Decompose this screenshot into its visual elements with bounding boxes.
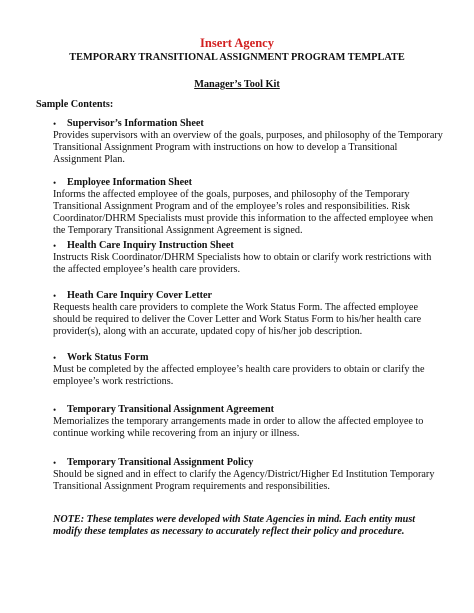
bullet-icon: • — [53, 405, 57, 415]
section-body: Provides supervisors with an overview of the goals, purposes, and philosophy of the Temporary Transitional Assignment Program with instructions on how to develop a Transitional Assignment Plan. — [53, 130, 443, 165]
section-body: Instructs Risk Coordinator/DHRM Specialists how to obtain or clarify work restrictions with the affected employee’s health care providers. — [53, 252, 432, 275]
section-heading: Temporary Transitional Assignment Agreement — [67, 404, 275, 415]
section-heading: Employee Information Sheet — [67, 177, 193, 188]
section-heading: Heath Care Inquiry Cover Letter — [67, 290, 213, 301]
section-assignment-policy — [53, 457, 445, 493]
section-health-care-cover-letter — [53, 290, 445, 338]
section-health-care-inquiry-instructions — [53, 240, 445, 276]
note-text: NOTE: These templates were developed with State Agencies in mind. Each entity must modify these templates as necessary to accurately reflect their policy and procedure. — [53, 514, 416, 537]
document-subtitle: Manager’s Tool Kit — [194, 79, 280, 90]
section-work-status-form — [53, 352, 445, 388]
bullet-icon: • — [53, 119, 57, 129]
bullet-icon: • — [53, 353, 57, 363]
bullet-icon: • — [53, 241, 57, 251]
agency-placeholder: Insert Agency — [200, 36, 274, 50]
section-heading: Temporary Transitional Assignment Policy — [67, 457, 254, 468]
section-body: Informs the affected employee of the goals, purposes, and philosophy of the Temporary Transitional Assignment Program and of the employee’s roles and responsibilities. Risk Coordinator/DHRM Specialists must provide this information to the affected employee when the Temporary Transitional Assignment Agreement is signed. — [53, 189, 434, 236]
document-title: TEMPORARY TRANSITIONAL ASSIGNMENT PROGRAM TEMPLATE — [69, 52, 405, 63]
section-supervisor-info — [53, 118, 445, 166]
section-heading: Supervisor’s Information Sheet — [67, 118, 204, 129]
section-body: Memorializes the temporary arrangements made in order to allow the affected employee to continue working while recovering from an injury or illness. — [53, 416, 424, 439]
section-heading: Work Status Form — [67, 352, 149, 363]
section-body: Requests health care providers to complete the Work Status Form. The affected employee should be required to deliver the Cover Letter and Work Status Form to his/her health care provider(s), along with an accurate, updated copy of his/her job description. — [53, 302, 422, 337]
bullet-icon: • — [53, 178, 57, 188]
section-assignment-agreement — [53, 404, 445, 440]
section-body: Should be signed and in effect to clarify the Agency/District/Higher Ed Institution Temporary Transitional Assignment Program requirements and responsibilities. — [53, 469, 435, 492]
section-employee-info — [53, 177, 445, 237]
bullet-icon: • — [53, 458, 57, 468]
section-heading: Health Care Inquiry Instruction Sheet — [67, 240, 234, 251]
section-body: Must be completed by the affected employee’s health care providers to obtain or clarify the employee’s work restrictions. — [53, 364, 425, 387]
bullet-icon: • — [53, 291, 57, 301]
sample-contents-label: Sample Contents: — [36, 99, 114, 110]
